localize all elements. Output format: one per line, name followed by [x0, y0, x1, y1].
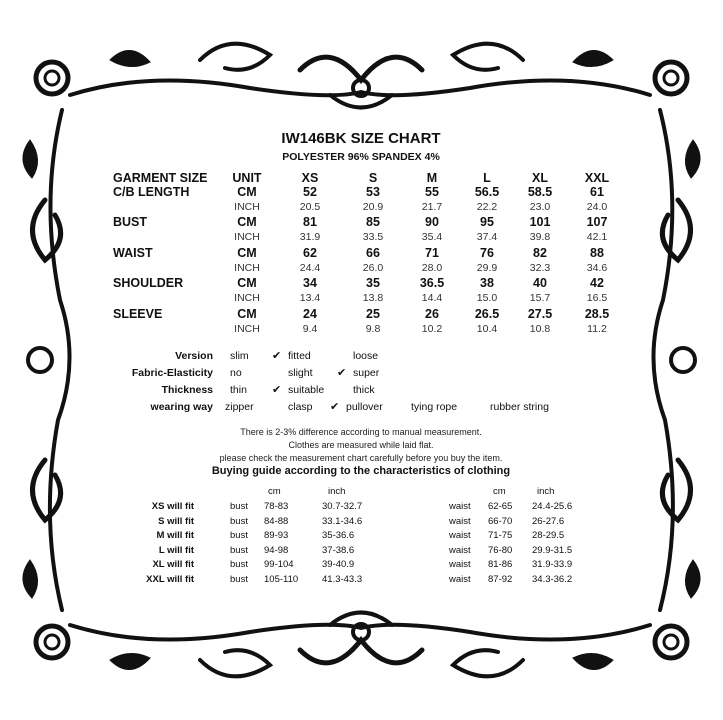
cm-value: 36.5: [419, 276, 445, 290]
attribute-option: pullover: [346, 401, 383, 413]
attribute-option: slim: [230, 350, 249, 362]
bust-inch-range: 39-40.9: [322, 559, 355, 570]
measure-label: SHOULDER: [113, 276, 184, 290]
unit-inch: INCH: [234, 262, 260, 274]
inch-value: 37.4: [476, 231, 498, 243]
inch-value: 10.2: [421, 323, 443, 335]
bust-label: bust: [230, 515, 248, 527]
waist-cm-range: 62-65: [488, 501, 513, 512]
waist-label: waist: [449, 515, 471, 527]
bust-cm-range: 89-93: [264, 530, 289, 541]
measurement-note: Clothes are measured while laid flat.: [288, 440, 434, 450]
inch-value: 34.6: [586, 262, 608, 274]
inch-value: 35.4: [421, 231, 443, 243]
waist-cm-range: 76-80: [488, 544, 513, 556]
cm-value: 55: [425, 185, 439, 199]
attribute-label: Thickness: [161, 384, 213, 396]
attribute-option: rubber string: [490, 401, 549, 413]
bust-inch-range: 30.7-32.7: [322, 501, 363, 512]
waist-label: waist: [449, 544, 471, 556]
cm-value: 40: [533, 276, 547, 290]
inch-value: 9.4: [302, 323, 318, 335]
waist-cm-range: 87-92: [488, 573, 513, 585]
unit-inch: INCH: [234, 292, 260, 304]
bust-cm-range: 84-88: [264, 515, 289, 527]
checkmark-icon: ✔: [272, 384, 282, 396]
fit-size-label: L will fit: [158, 544, 194, 556]
waist-inch-range: 34.3-36.2: [532, 573, 573, 585]
attribute-option: zipper: [225, 401, 254, 413]
bust-inch-range: 37-38.6: [322, 544, 355, 556]
bust-cm-range: 105-110: [264, 573, 299, 585]
inch-value: 26.0: [362, 262, 384, 274]
unit-cm: CM: [237, 215, 257, 229]
guide-inch-header: inch: [328, 486, 346, 497]
measure-label: SLEEVE: [113, 307, 163, 321]
inch-value: 11.2: [587, 323, 607, 335]
bust-inch-range: 41.3-43.3: [322, 573, 363, 585]
inch-value: 15.0: [476, 292, 498, 304]
guide-waist-inch-header: inch: [537, 486, 555, 497]
size-header-s: S: [368, 171, 378, 185]
cm-value: 101: [529, 215, 551, 229]
attribute-label: wearing way: [150, 401, 213, 413]
attribute-option: fitted: [288, 350, 311, 362]
attribute-option: no: [230, 367, 242, 379]
cm-value: 58.5: [527, 185, 553, 199]
fit-size-label: XS will fit: [151, 501, 194, 512]
bust-label: bust: [230, 544, 248, 556]
cm-value: 88: [590, 246, 604, 260]
bust-label: bust: [230, 559, 248, 570]
measure-label: WAIST: [113, 246, 153, 260]
attribute-option: thick: [353, 384, 375, 396]
inch-value: 22.2: [476, 201, 498, 213]
cm-value: 76: [480, 246, 494, 260]
unit-cm: CM: [237, 276, 257, 290]
waist-label: waist: [449, 573, 471, 585]
checkmark-icon: ✔: [330, 401, 340, 413]
bust-cm-range: 78-83: [264, 501, 289, 512]
cm-value: 71: [425, 246, 439, 260]
cm-value: 28.5: [584, 307, 610, 321]
page-title: IW146BK SIZE CHART: [281, 130, 441, 147]
garment-size-header: GARMENT SIZE: [113, 171, 208, 185]
page-subtitle: POLYESTER 96% SPANDEX 4%: [282, 151, 440, 163]
attribute-label: Fabric-Elasticity: [131, 367, 213, 379]
cm-value: 82: [533, 246, 547, 260]
cm-value: 52: [303, 185, 317, 199]
cm-value: 27.5: [527, 307, 553, 321]
attribute-option: tying rope: [411, 401, 458, 413]
inch-value: 20.9: [362, 201, 384, 213]
size-header-m: M: [426, 171, 438, 185]
inch-value: 32.3: [529, 262, 551, 274]
unit-inch: INCH: [234, 323, 260, 335]
attribute-option: clasp: [288, 401, 313, 413]
waist-inch-range: 24.4-25.6: [532, 501, 573, 512]
cm-value: 81: [303, 215, 317, 229]
inch-value: 16.5: [586, 292, 608, 304]
cm-value: 85: [366, 215, 380, 229]
cm-value: 56.5: [474, 185, 500, 199]
cm-value: 95: [480, 215, 494, 229]
inch-value: 20.5: [299, 201, 321, 213]
guide-cm-header: cm: [268, 486, 281, 497]
inch-value: 10.8: [529, 323, 551, 335]
attribute-option: super: [353, 367, 380, 379]
cm-value: 26: [425, 307, 439, 321]
attribute-option: suitable: [288, 384, 325, 396]
cm-value: 34: [303, 276, 317, 290]
waist-inch-range: 31.9-33.9: [532, 559, 573, 570]
size-header-xxl: XXL: [584, 171, 610, 185]
measurement-note: There is 2-3% difference according to manual measurement.: [240, 427, 482, 437]
inch-value: 9.8: [365, 323, 381, 335]
measure-label: C/B LENGTH: [113, 185, 190, 199]
cm-value: 24: [303, 307, 317, 321]
inch-value: 13.4: [299, 292, 321, 304]
inch-value: 24.4: [299, 262, 321, 274]
inch-value: 15.7: [529, 292, 551, 304]
attribute-option: loose: [353, 350, 379, 362]
cm-value: 42: [590, 276, 604, 290]
bust-inch-range: 33.1-34.6: [322, 515, 363, 527]
inch-value: 29.9: [476, 262, 498, 274]
unit-cm: CM: [237, 185, 257, 199]
unit-cm: CM: [237, 307, 257, 321]
fit-size-label: M will fit: [156, 530, 194, 541]
waist-cm-range: 81-86: [488, 559, 513, 570]
attribute-option: thin: [230, 384, 247, 396]
size-header-xl: XL: [532, 171, 548, 185]
waist-inch-range: 29.9-31.5: [532, 544, 573, 556]
fit-size-label: XL will fit: [152, 559, 194, 570]
size-header-xs: XS: [301, 171, 319, 185]
cm-value: 107: [586, 215, 608, 229]
buying-guide-title: Buying guide according to the characteristics of clothing: [211, 465, 511, 477]
cm-value: 53: [366, 185, 380, 199]
waist-cm-range: 71-75: [488, 530, 513, 541]
measurement-note: please check the measurement chart carefully before you buy the item.: [219, 453, 503, 463]
inch-value: 21.7: [421, 201, 443, 213]
bust-label: bust: [230, 573, 248, 585]
bust-label: bust: [230, 501, 248, 512]
bust-inch-range: 35-36.6: [322, 530, 355, 541]
unit-header: UNIT: [232, 171, 262, 185]
waist-label: waist: [449, 501, 471, 512]
unit-cm: CM: [237, 246, 257, 260]
inch-value: 14.4: [421, 292, 443, 304]
cm-value: 25: [366, 307, 380, 321]
unit-inch: INCH: [234, 231, 260, 243]
waist-inch-range: 26-27.6: [532, 515, 565, 527]
bust-cm-range: 99-104: [264, 559, 294, 570]
waist-cm-range: 66-70: [488, 515, 513, 527]
inch-value: 28.0: [421, 262, 443, 274]
bust-cm-range: 94-98: [264, 544, 289, 556]
attribute-label: Version: [175, 350, 213, 362]
cm-value: 62: [303, 246, 317, 260]
unit-inch: INCH: [234, 201, 260, 213]
cm-value: 26.5: [474, 307, 500, 321]
inch-value: 24.0: [586, 201, 608, 213]
bust-label: bust: [230, 530, 248, 541]
checkmark-icon: ✔: [337, 367, 347, 379]
cm-value: 38: [480, 276, 494, 290]
cm-value: 90: [425, 215, 439, 229]
cm-value: 61: [590, 185, 604, 199]
size-header-l: L: [483, 171, 491, 185]
inch-value: 10.4: [476, 323, 498, 335]
inch-value: 23.0: [529, 201, 551, 213]
cm-value: 35: [366, 276, 380, 290]
inch-value: 31.9: [299, 231, 321, 243]
inch-value: 33.5: [362, 231, 384, 243]
fit-size-label: XXL will fit: [146, 573, 194, 585]
measure-label: BUST: [113, 215, 148, 229]
inch-value: 39.8: [529, 231, 551, 243]
attribute-option: slight: [288, 367, 313, 379]
waist-label: waist: [449, 559, 471, 570]
inch-value: 13.8: [362, 292, 384, 304]
checkmark-icon: ✔: [272, 350, 282, 362]
guide-waist-cm-header: cm: [493, 486, 506, 497]
waist-label: waist: [449, 530, 471, 541]
waist-inch-range: 28-29.5: [532, 530, 565, 541]
fit-size-label: S will fit: [158, 515, 194, 527]
inch-value: 42.1: [586, 231, 608, 243]
cm-value: 66: [366, 246, 380, 260]
